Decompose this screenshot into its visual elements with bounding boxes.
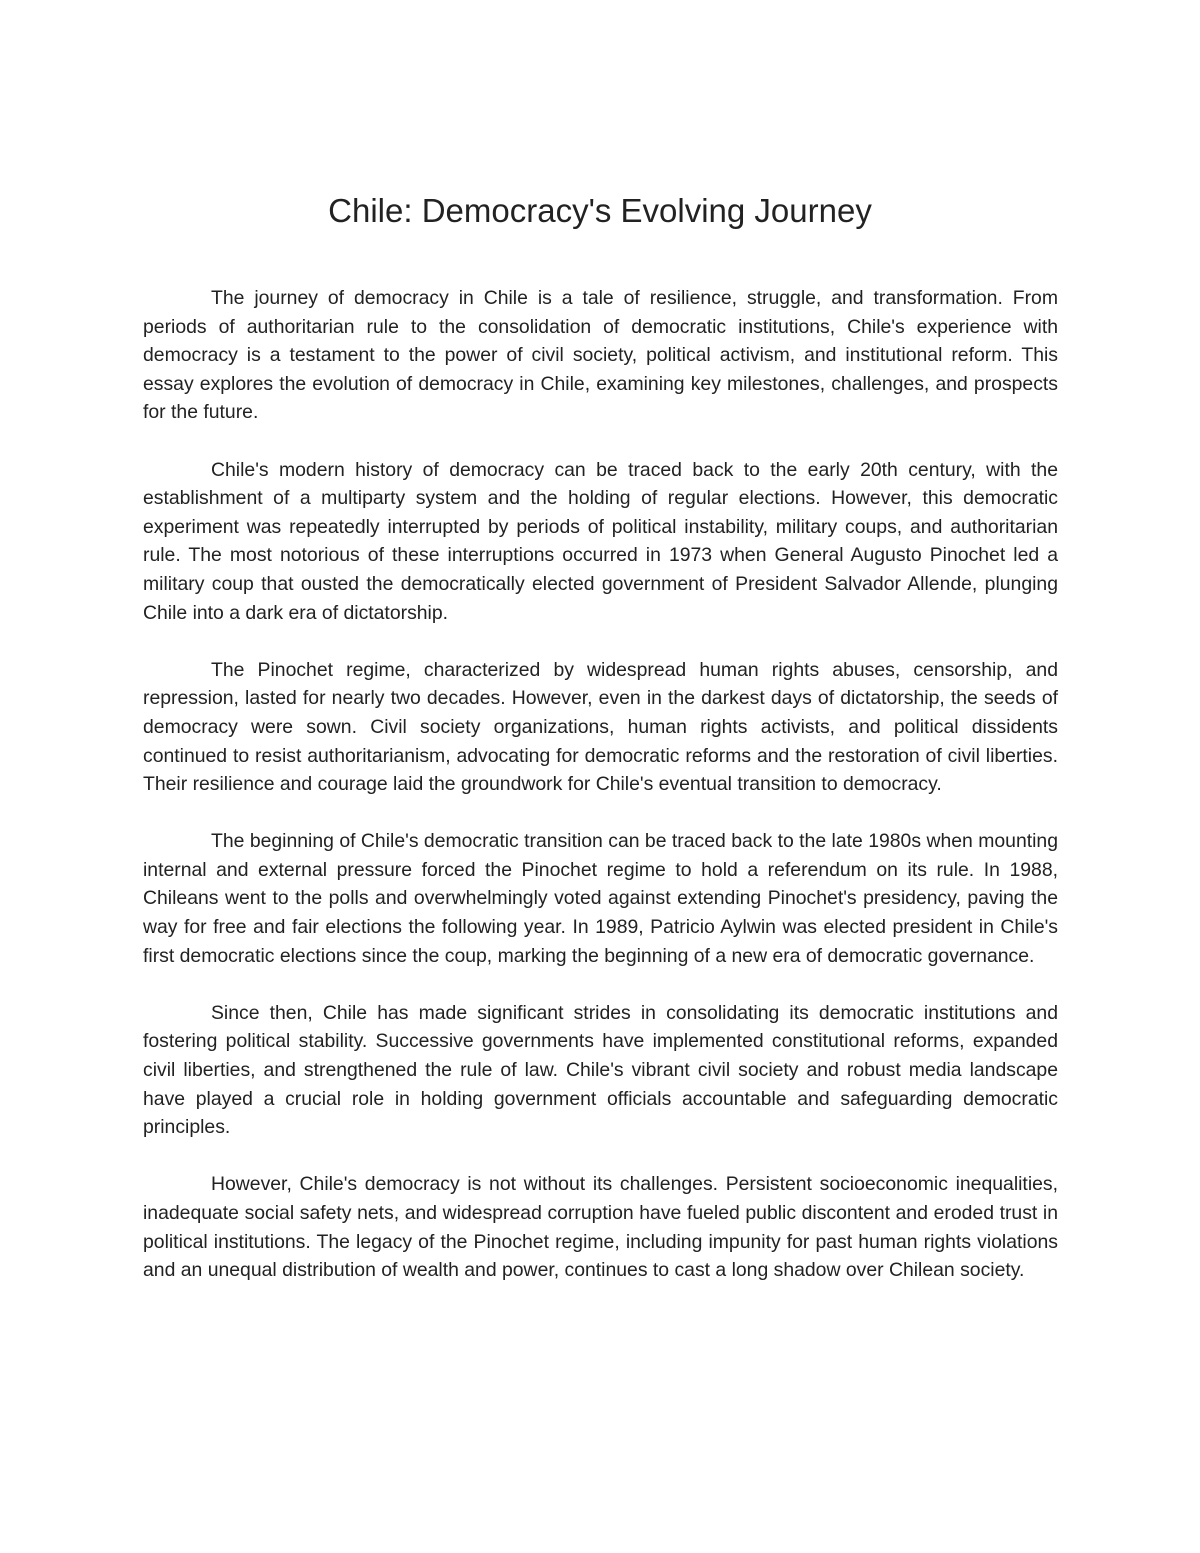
document-title: Chile: Democracy's Evolving Journey [328, 192, 872, 229]
paragraph-intro: The journey of democracy in Chile is a tale of resilience, struggle, and transformation. From periods of authoritarian rule to the consolidation of democratic institutions, Chile's experience with democracy is a testament to the power of civil society, political activism, and institutional reform. This essay explores the evolution of democracy in Chile, examining key milestones, challenges, and prospects for the future. [143, 287, 1058, 424]
paragraph-history: Chile's modern history of democracy can be traced back to the early 20th century, with the establishment of a multiparty system and the holding of regular elections. However, this democratic experiment was repeatedly interrupted by periods of political instability, military coups, and authoritarian rule. The most notorious of these interruptions occurred in 1973 when General Augusto Pinochet led a military coup that ousted the democratically elected government of President Salvador Allende, plunging Chile into a dark era of dictatorship. [143, 458, 1058, 624]
paragraph-challenges: However, Chile's democracy is not without its challenges. Persistent socioeconomic inequalities, inadequate social safety nets, and widespread corruption have fueled public discontent and eroded trust in political institutions. The legacy of the Pinochet regime, including impunity for past human rights violations and an unequal distribution of wealth and power, continues to cast a long shadow over Chilean society. [143, 1173, 1058, 1282]
paragraph-transition: The beginning of Chile's democratic transition can be traced back to the late 1980s when mounting internal and external pressure forced the Pinochet regime to hold a referendum on its rule. In 1988, Chileans went to the polls and overwhelmingly voted against extending Pinochet's presidency, paving the way for free and fair elections the following year. In 1989, Patricio Aylwin was elected president in Chile's first democratic elections since the coup, marking the beginning of a new era of democratic governance. [143, 830, 1058, 967]
paragraph-pinochet-regime: The Pinochet regime, characterized by widespread human rights abuses, censorship, and repression, lasted for nearly two decades. However, even in the darkest days of dictatorship, the seeds of democracy were sown. Civil society organizations, human rights activists, and political dissidents continued to resist authoritarianism, advocating for democratic reforms and the restoration of civil liberties. Their resilience and courage laid the groundwork for Chile's eventual transition to democracy. [143, 658, 1058, 796]
document-body [143, 284, 1058, 1313]
paragraph-consolidation: Since then, Chile has made significant strides in consolidating its democratic institutions and fostering political stability. Successive governments have implemented constitutional reforms, expanded civil liberties, and strengthened the rule of law. Chile's vibrant civil society and robust media landscape have played a crucial role in holding government officials accountable and safeguarding democratic principles. [143, 1001, 1058, 1139]
